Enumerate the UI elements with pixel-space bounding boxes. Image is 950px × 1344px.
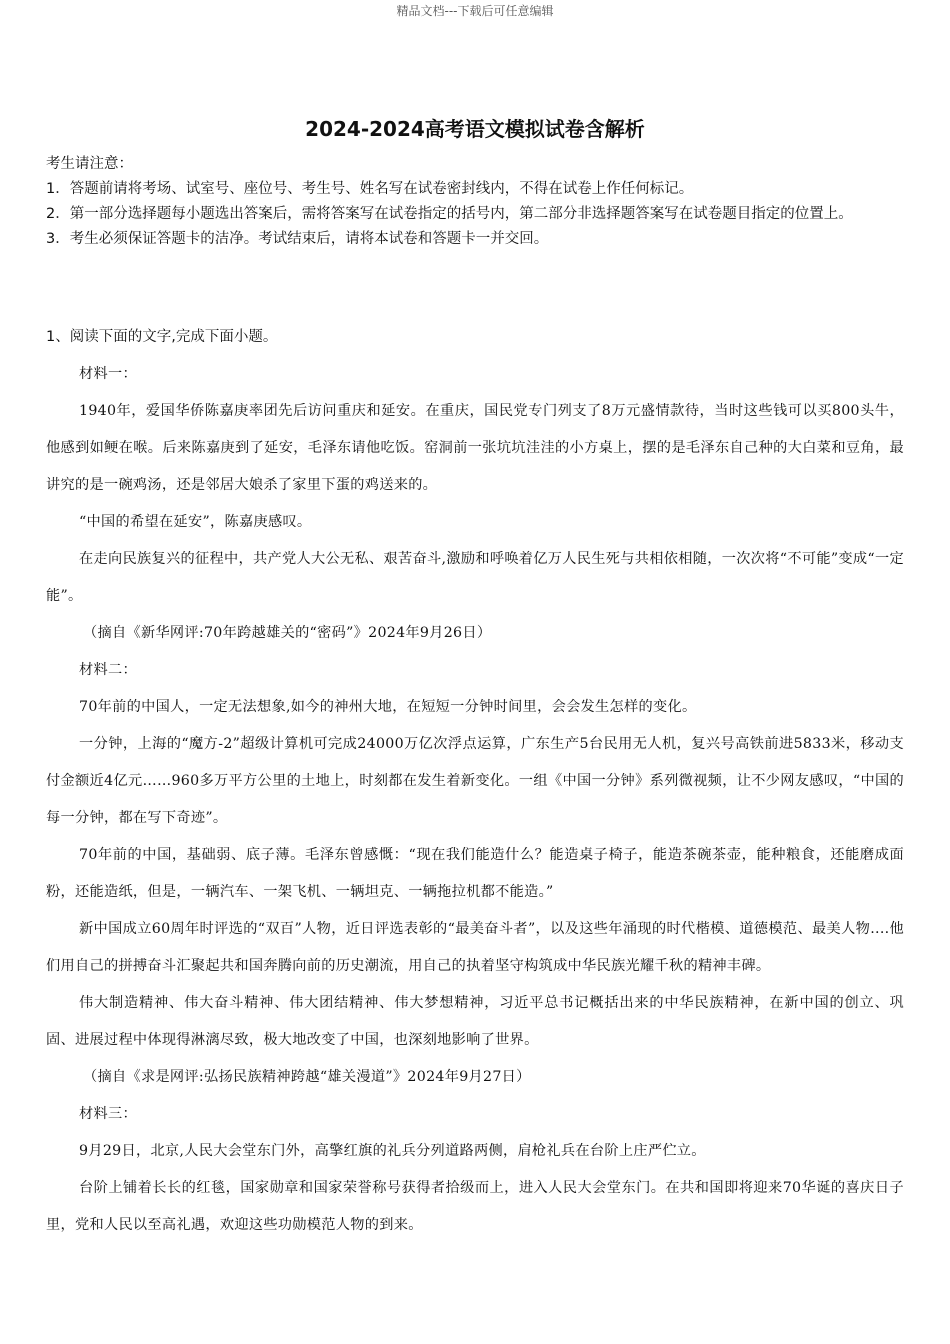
passage-paragraph: 新中国成立60周年时评选的“双百”人物，近日评选表彰的“最美奋斗者”，以及这些年涌现的时代楷模、道德模范、最美人物....他们用自己的拼搏奋斗汇聚起共和国奔腾向前的历史潮流，用自己的执着坚守构筑成中华民族光耀千秋的精神丰碑。 <box>46 921 904 974</box>
exam-notice <box>46 152 906 252</box>
material-label: 材料一： <box>79 366 137 382</box>
material-label: 材料二： <box>79 662 137 678</box>
passage-paragraph: 70年前的中国人，一定无法想象,如今的神州大地，在短短一分钟时间里，会会发生怎样的变化。 <box>79 699 697 715</box>
notice-heading: 考生请注意： <box>46 156 133 172</box>
document-title: 2024-2024高考语文模拟试卷含解析 <box>305 117 645 141</box>
notice-item: 2．第一部分选择题每小题选出答案后，需将答案写在试卷指定的括号内，第二部分非选择题答案写在试卷题目指定的位置上。 <box>46 206 853 222</box>
reading-passage <box>46 356 904 1244</box>
passage-paragraph: 伟大制造精神、伟大奋斗精神、伟大团结精神、伟大梦想精神，习近平总书记概括出来的中华民族精神，在新中国的创立、巩固、进展过程中体现得淋漓尽致，极大地改变了中国，也深刻地影响了世界。 <box>46 995 904 1048</box>
notice-item: 3．考生必须保证答题卡的洁净。考试结束后，请将本试卷和答题卡一并交回。 <box>46 231 549 247</box>
page-header-watermark: 精品文档---下载后可任意编辑 <box>396 4 554 18</box>
material-label: 材料三： <box>79 1106 137 1122</box>
passage-paragraph: 9月29日，北京,人民大会堂东门外，高擎红旗的礼兵分列道路两侧，肩枪礼兵在台阶上庄严伫立。 <box>79 1143 706 1159</box>
passage-paragraph: “中国的希望在延安”，陈嘉庚感叹。 <box>79 514 312 530</box>
passage-paragraph: 台阶上铺着长长的红毯，国家勋章和国家荣誉称号获得者拾级而上，进入人民大会堂东门。在共和国即将迎来70华诞的喜庆日子里，党和人民以至高礼遇，欢迎这些功勋模范人物的到来。 <box>46 1180 904 1233</box>
notice-item: 1．答题前请将考场、试室号、座位号、考生号、姓名写在试卷密封线内，不得在试卷上作任何标记。 <box>46 181 694 197</box>
question-intro: 1、阅读下面的文字,完成下面小题。 <box>46 329 278 345</box>
source-citation: （摘自《新华网评:70年跨越雄关的“密码”》2024年9月26日） <box>83 625 492 641</box>
passage-paragraph: 1940年，爱国华侨陈嘉庚率团先后访问重庆和延安。在重庆，国民党专门列支了8万元盛情款待，当时这些钱可以买800头牛，他感到如鲠在喉。后来陈嘉庚到了延安，毛泽东请他吃饭。窑洞前一张坑坑洼洼的小方桌上，摆的是毛泽东自己种的大白菜和豆角，最讲究的是一碗鸡汤，还是邻居大娘杀了家里下蛋的鸡送来的。 <box>46 403 904 493</box>
passage-paragraph: 70年前的中国，基础弱、底子薄。毛泽东曾感慨：“现在我们能造什么？能造桌子椅子，能造茶碗茶壶，能种粮食，还能磨成面粉，还能造纸，但是，一辆汽车、一架飞机、一辆坦克、一辆拖拉机都不能造。” <box>46 847 904 900</box>
source-citation: （摘自《求是网评:弘扬民族精神跨越“雄关漫道”》2024年9月27日） <box>83 1069 531 1085</box>
passage-paragraph: 一分钟，上海的“魔方-2”超级计算机可完成24000万亿次浮点运算，广东生产5台民用无人机，复兴号高铁前进5833米，移动支付金额近4亿元……960多万平方公里的土地上，时刻都在发生着新变化。一组《中国一分钟》系列微视频，让不少网友感叹，“中国的每一分钟，都在写下奇迹”。 <box>46 736 904 826</box>
passage-paragraph: 在走向民族复兴的征程中，共产党人大公无私、艰苦奋斗,激励和呼唤着亿万人民生死与共相依相随，一次次将“不可能”变成“一定能”。 <box>46 551 904 604</box>
